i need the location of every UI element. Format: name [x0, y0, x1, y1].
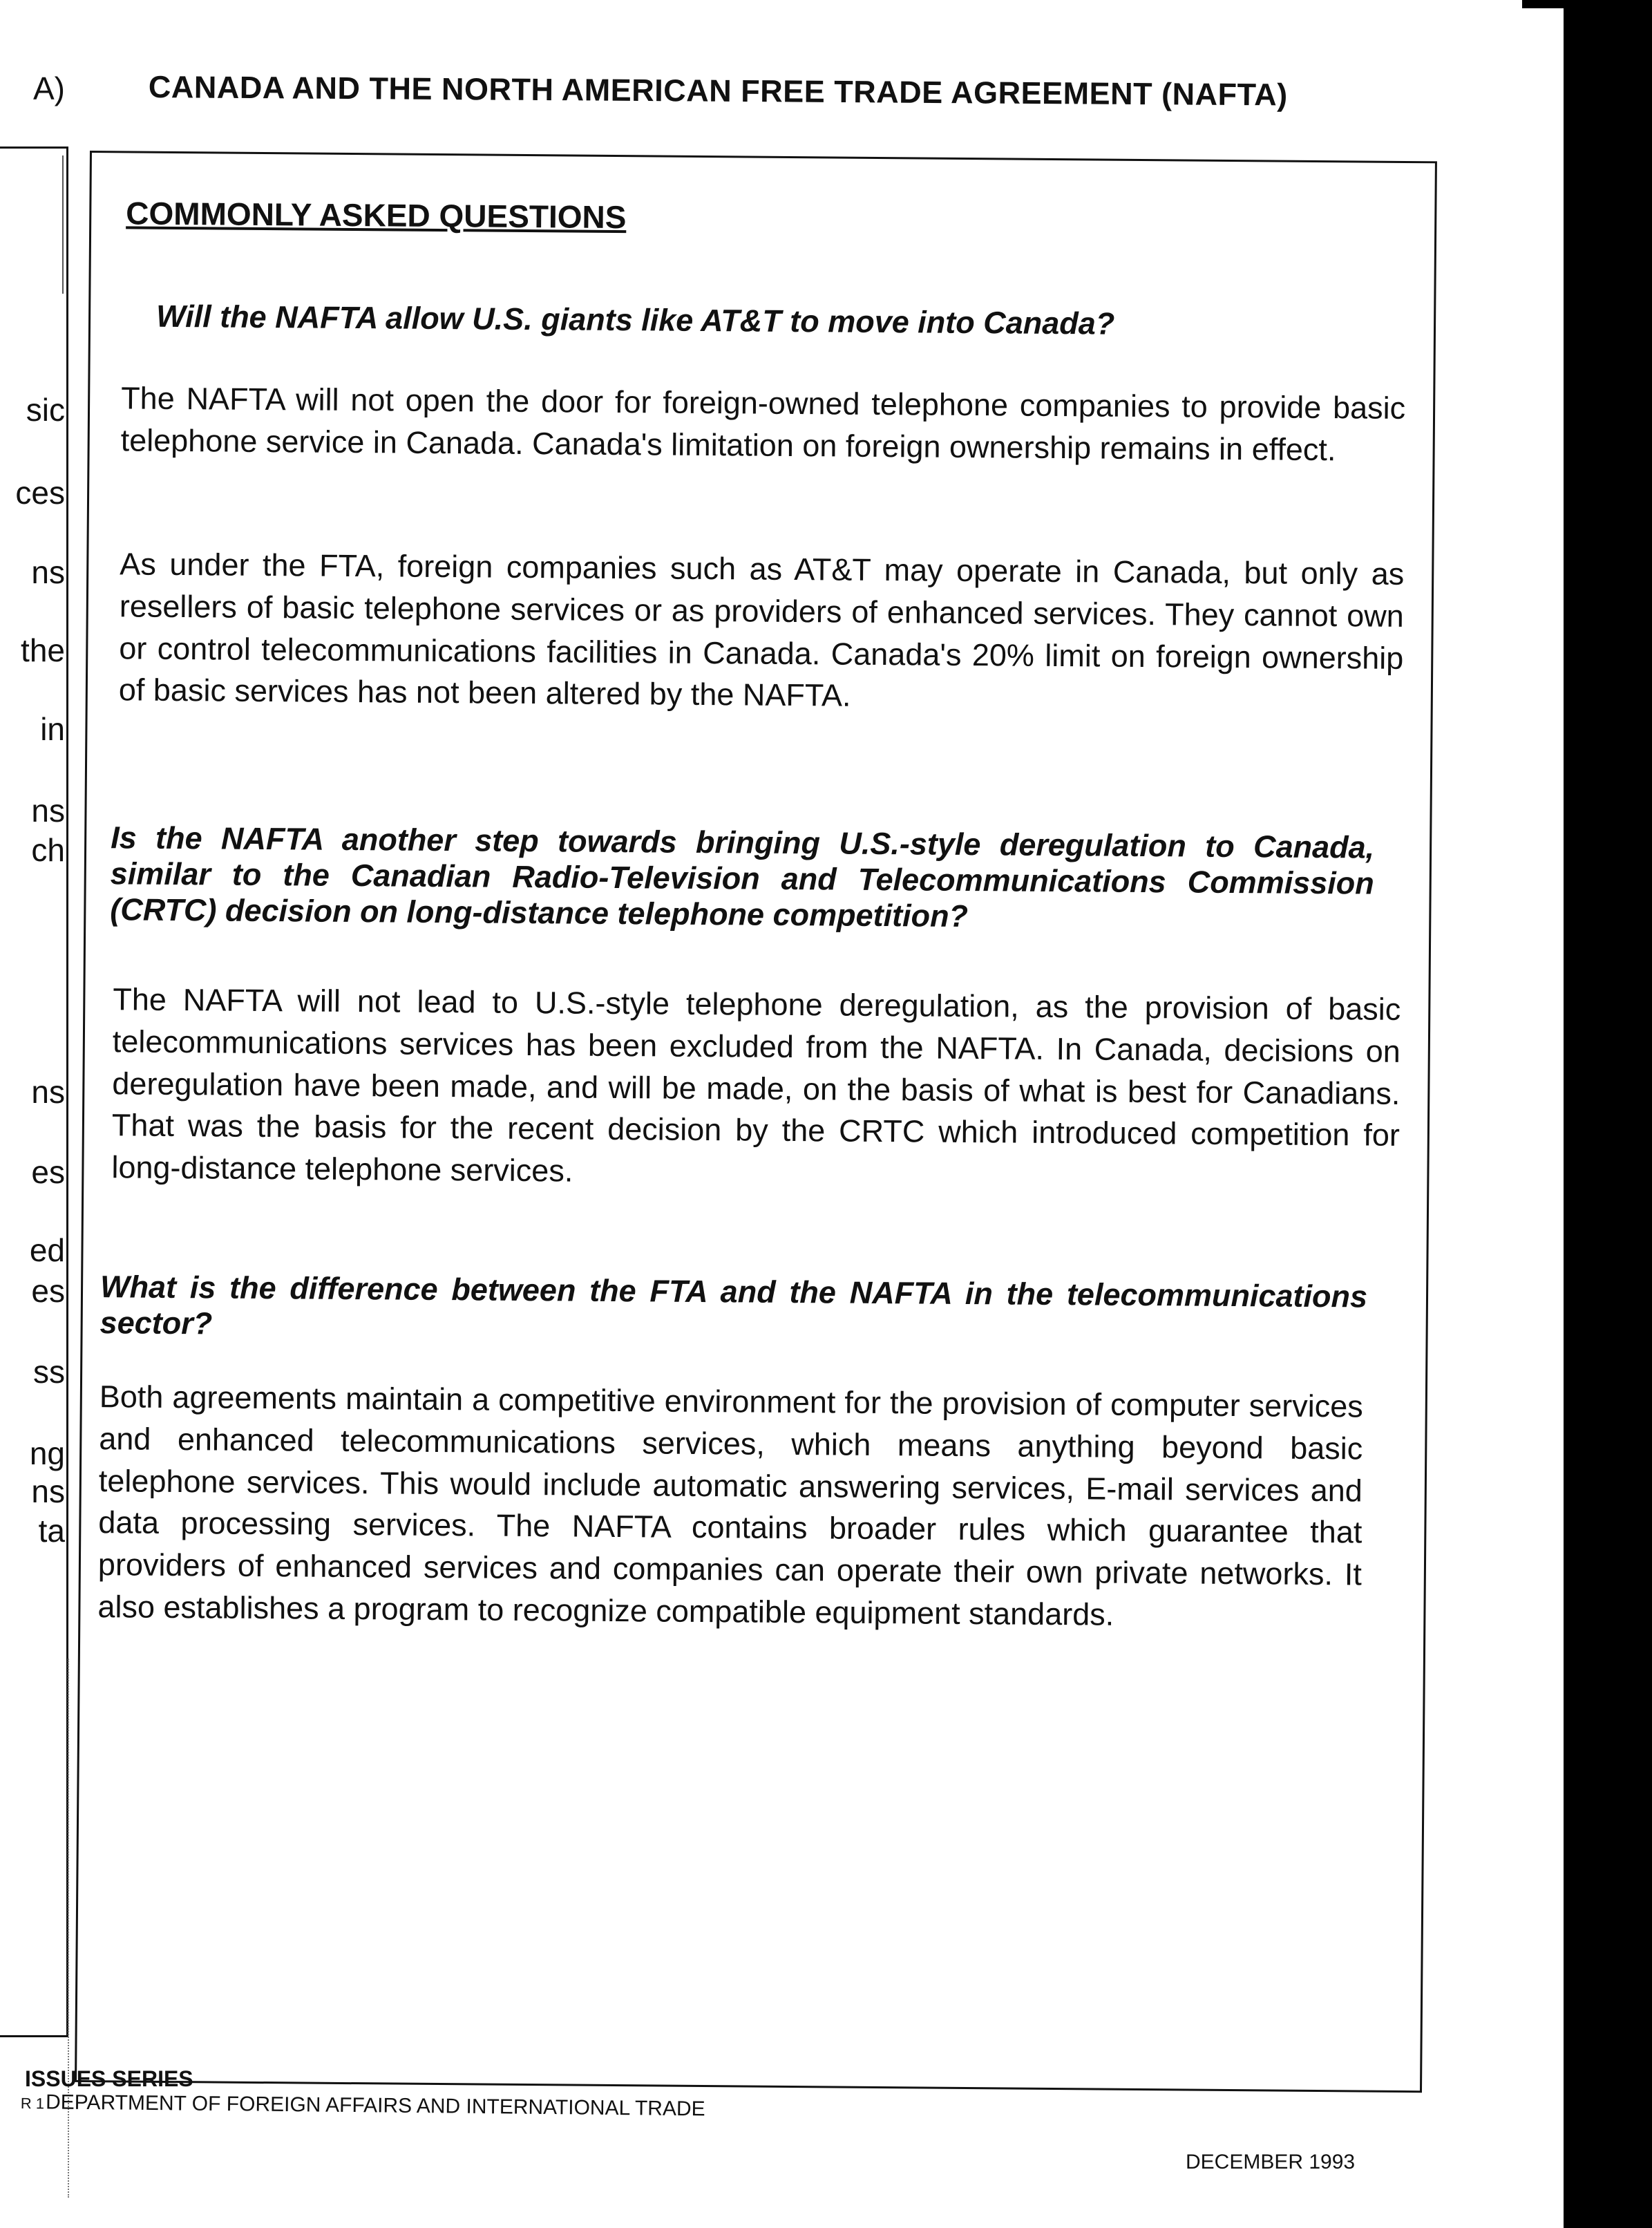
answer-1-paragraph-1: The NAFTA will not open the door for foreign-owned telephone companies to provide basic telephone service in Canada. Canada's limitation on foreign ownership remains in effect. [120, 380, 1406, 467]
fragment-text: ns [31, 1473, 65, 1509]
footer-series: ISSUES SERIES [25, 2066, 193, 2091]
fragment-text: the [21, 632, 65, 668]
footer-prefix: R 1 [20, 2094, 45, 2113]
fragment-text: sic [26, 392, 65, 428]
questions-box [75, 151, 1437, 2093]
question-3: What is the difference between the FTA and the NAFTA in the telecommunications sector? [99, 1269, 1368, 1341]
margin-dotted-line [68, 1659, 70, 2198]
answer-3-paragraph-1: Both agreements maintain a competitive environment for the provision of computer services and enhanced telecommunications services, which means anything beyond basic telephone services. This would include automatic answering services, E-mail services and data processing services. The NAFTA contains broader rules which guarantee that providers of enhanced services and companies can operate their own private networks. It also establishes a program to recognize compatible equipment standards. [97, 1379, 1363, 1632]
section-title: COMMONLY ASKED QUESTIONS [126, 195, 627, 236]
question-1: Will the NAFTA allow U.S. giants like AT&T to move into Canada? [155, 298, 1115, 341]
answer-1-paragraph-2: As under the FTA, foreign companies such as AT&T may operate in Canada, but only as resellers of basic telephone services or as providers of enhanced services. They cannot own or control telecommunications facilities in Canada. Canada's 20% limit on foreign ownership of basic services has not been altered by the NAFTA. [118, 546, 1405, 713]
footer-date: DECEMBER 1993 [1186, 2151, 1356, 2173]
fragment-text: in [40, 711, 65, 747]
fragment-text: ta [38, 1513, 65, 1549]
fragment-text: ns [31, 793, 65, 829]
fragment-text: es [31, 1154, 65, 1190]
question-2: Is the NAFTA another step towards bringing U.S.-style deregulation to Canada, similar to the Canadian Radio-Television and Telecommunications Commission (CRTC) decision on long-distance telephone competition? [110, 820, 1375, 934]
fragment-text: ch [31, 832, 65, 868]
page-title: CANADA AND THE NORTH AMERICAN FREE TRADE AGREEMENT (NAFTA) [148, 69, 1288, 113]
answer-2-paragraph-1: The NAFTA will not lead to U.S.-style telephone deregulation, as the provision of basic telecommunications services has been excluded from the NAFTA. In Canada, decisions on deregulation have been made, and will be made, on the basis of what is best for Canadians. That was the basis for the recent decision by the CRTC which introduced competition for long-distance telephone services. [111, 981, 1401, 1189]
footer-department [21, 2090, 705, 2121]
adjacent-page-border [0, 147, 68, 2037]
fragment-text: ss [33, 1354, 65, 1390]
footer-department-name: DEPARTMENT OF FOREIGN AFFAIRS AND INTERNATIONAL TRADE [45, 2090, 705, 2121]
fragment-text: ng [29, 1435, 65, 1471]
fragment-text: ed [29, 1232, 65, 1268]
scan-edge-shadow [1564, 0, 1652, 2228]
fragment-text: ces [15, 475, 65, 511]
fragment-text: ns [31, 1074, 65, 1110]
fragment-text: ns [31, 554, 65, 590]
fragment-text: es [31, 1273, 65, 1309]
fragment-text: A) [33, 70, 65, 106]
margin-mark [62, 155, 66, 294]
